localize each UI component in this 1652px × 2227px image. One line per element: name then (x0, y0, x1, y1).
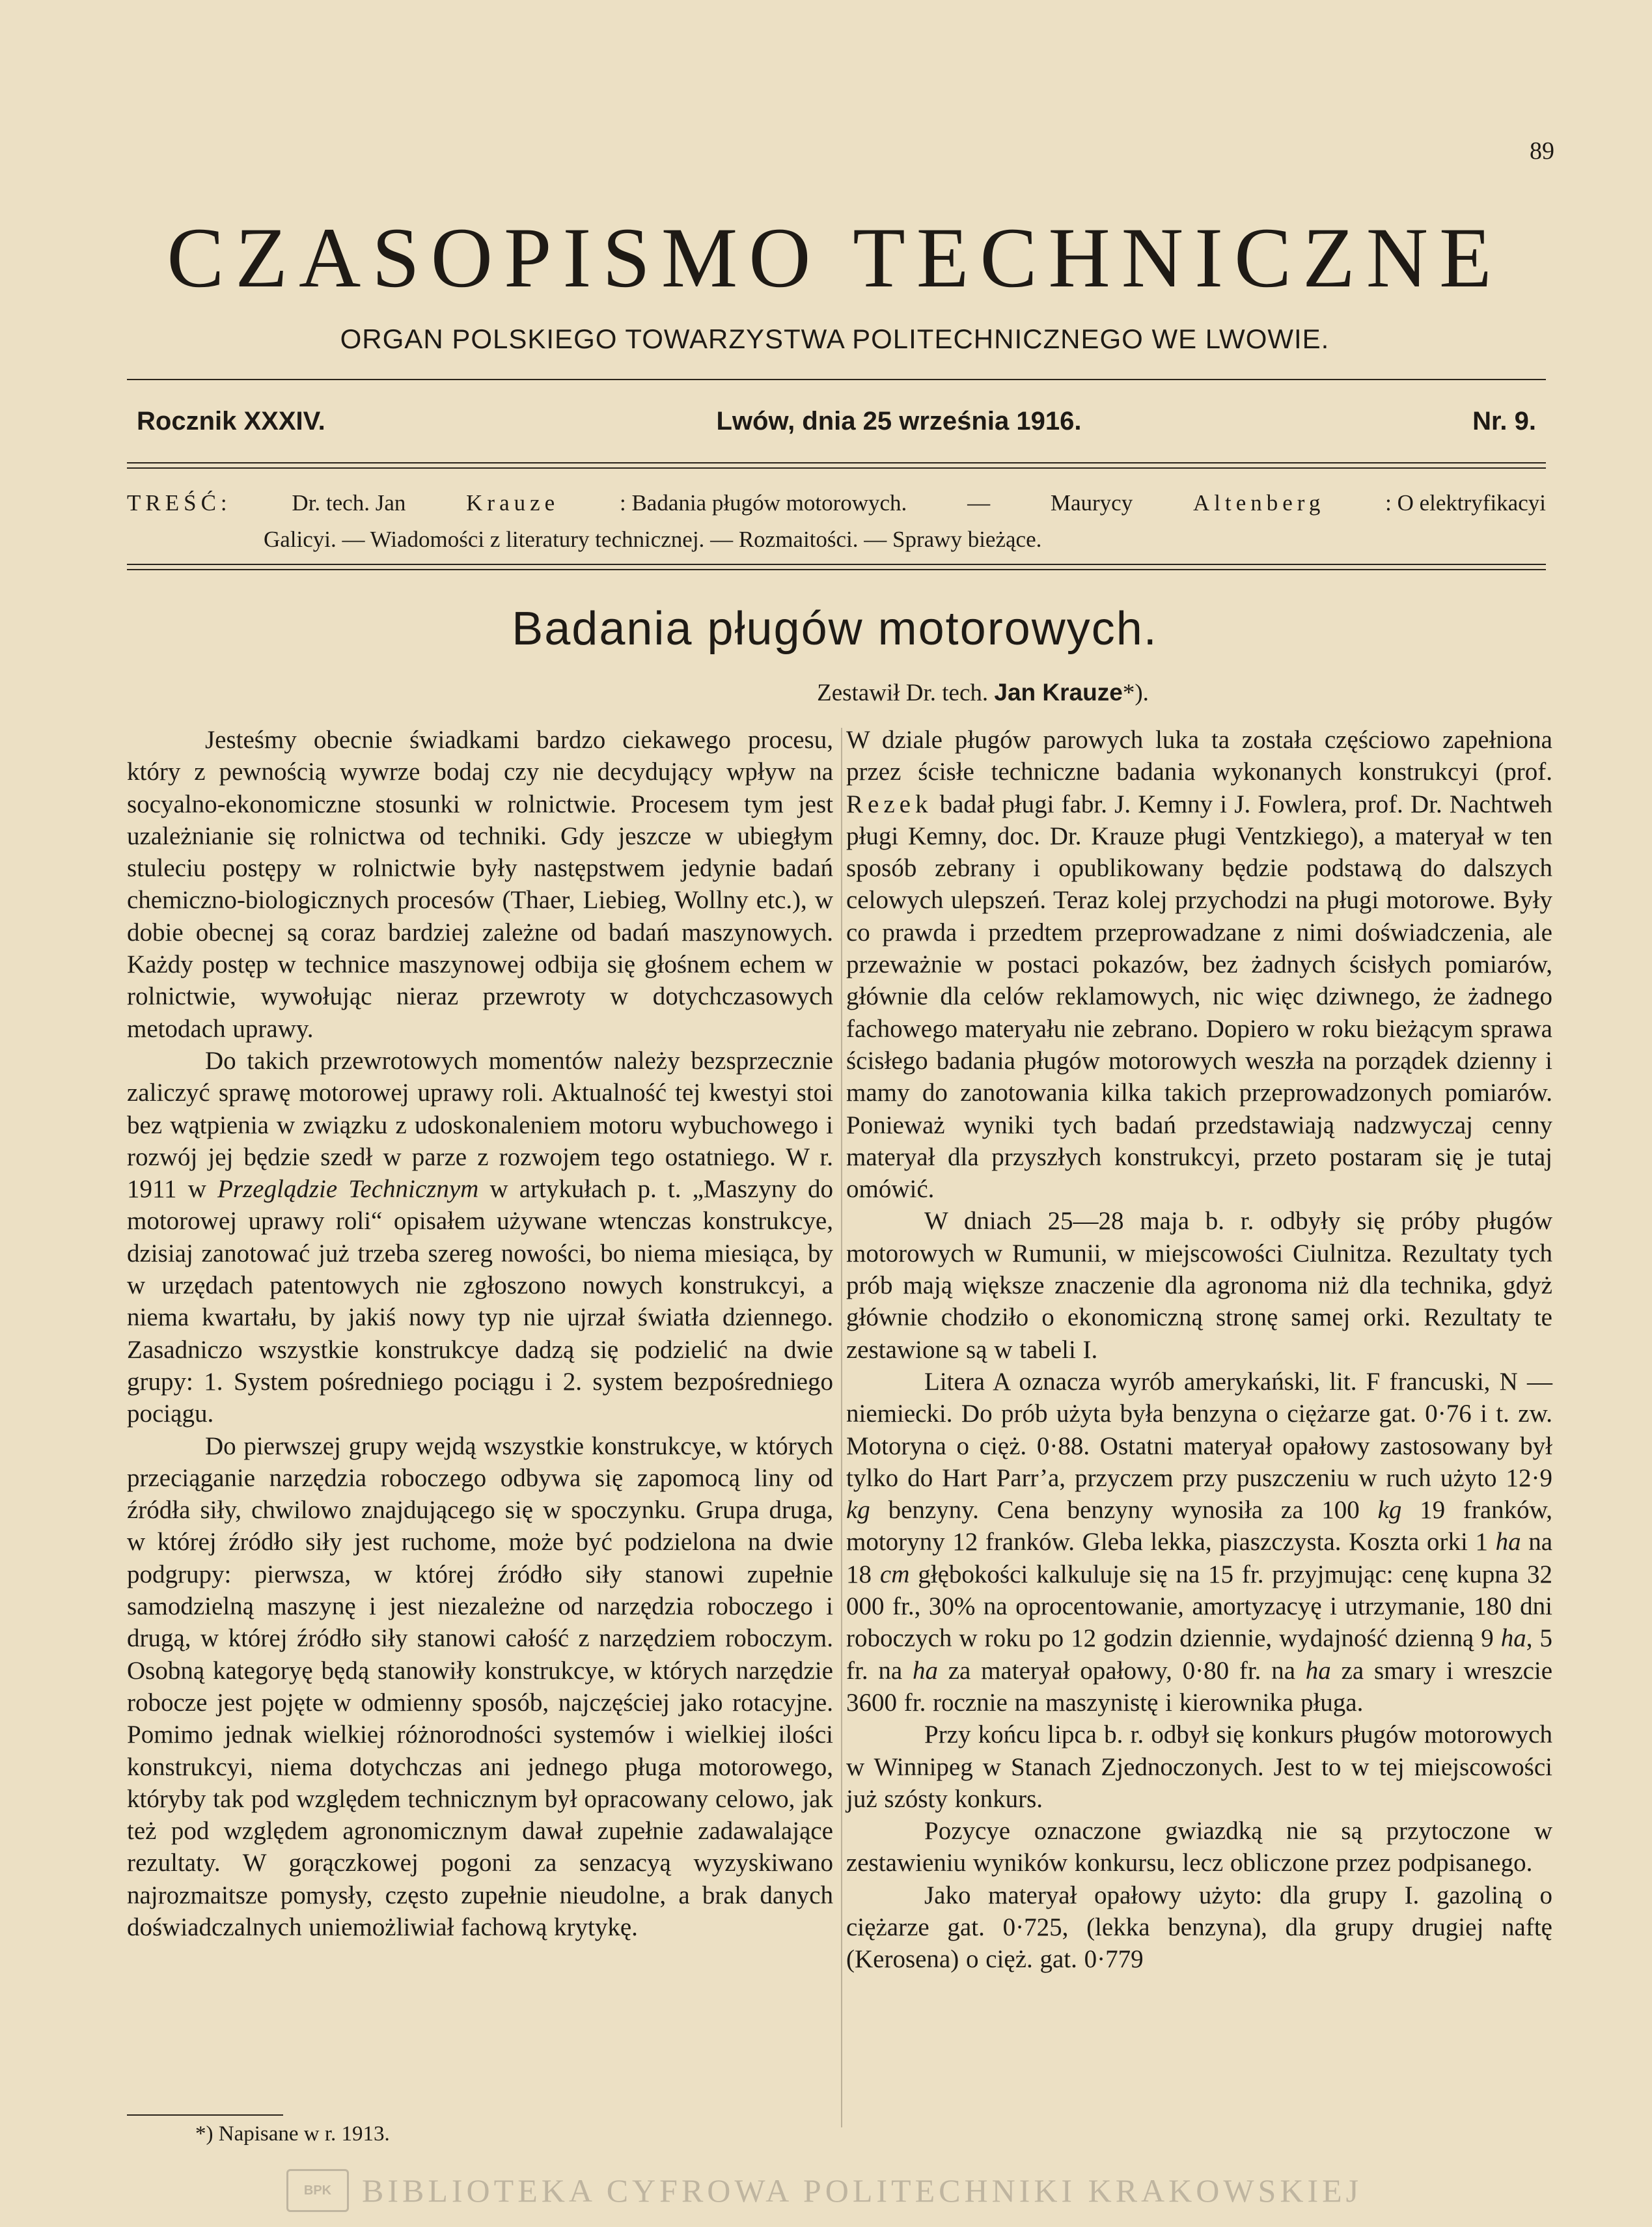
unit: kg (1377, 1496, 1402, 1525)
paragraph-text: Do takich przewrotowych momentów należy bezsprzecznie zaliczyć sprawę motorowej uprawy roli. Aktualność tej kwestyi stoi bez wątpienia w związku z udoskonaleniem motoru wybuchowego i rozwój jej będzie szedł w parze z rozwojem tego ostatniego. W r. 1911 w (127, 1046, 833, 1204)
paragraph-text: , 5 fr. na (846, 1624, 1552, 1685)
article-byline (651, 679, 1315, 707)
masthead-rule (127, 379, 1546, 380)
right-column (846, 724, 1552, 1976)
journal-title: CZASOPISMO TECHNICZNE (167, 210, 1503, 305)
contents-separator: — (710, 527, 734, 552)
paragraph: Pozycye oznaczone gwiazdką nie są przytoczone w zestawieniu wyników konkursu, lecz obliczone przez podpisanego. (846, 1817, 1552, 1877)
contents-item2-title-cont: Galicyi. (264, 527, 337, 552)
contents-item1-title: : Badania pługów motorowych. (619, 490, 907, 516)
paragraph-text: w artykułach p. t. „Maszyny do motorowej uprawy roli“ opisałem używane wtenczas konstrukcye, dzisiaj zanotować już trzeba szereg nowości, bo niema miesiąca, by w urzędach patentowych nie zgłoszono nowych konstrukcyi, a niema kwartału, by jakiś nowy typ nie ujrzał światła dziennego. Zasadniczo wszystkie konstrukcye dadzą się podzielić na dwie grupy: 1. System pośredniego pociągu i 2. system bezpośredniego pociągu. (127, 1175, 834, 1428)
unit: ha (1495, 1528, 1521, 1556)
issue-info-bar (127, 407, 1546, 436)
unit: cm (879, 1560, 910, 1588)
contents-separator: — (864, 527, 887, 552)
issue-date: Lwów, dnia 25 września 1916. (716, 407, 1082, 436)
paragraph: W dniach 25—28 maja b. r. odbyły się próby pługów motorowych w Rumunii, w miejscowości Ciulnitza. Rezultaty tych prób mają większe znaczenie dla agronoma niż dla technika, gdyż głównie chodziło o ekonomiczną stronę samej orki. Rezultaty te zestawione są w tabeli I. (846, 1207, 1552, 1364)
column-divider (841, 728, 842, 2127)
contents-item2-title: : O elektryfikacyi (1385, 490, 1546, 516)
unit: ha (912, 1656, 938, 1685)
unit: kg (846, 1496, 870, 1525)
unit: ha (1305, 1656, 1331, 1685)
library-logo-icon: BPK (286, 2169, 349, 2212)
paragraph-text: głębokości kalkuluje się na 15 fr. przyjmując: cenę kupna 32 000 fr., 30% na oprocentowanie, amortyzacyę i utrzymanie, 180 dni roboczych w roku po 12 godzin dziennie, wydajność dzienną 9 (846, 1560, 1553, 1653)
contents-line-2 (127, 521, 1546, 558)
issue-number: Nr. 9. (1472, 407, 1536, 436)
contents-item1-prefix: Dr. tech. Jan (292, 490, 406, 516)
byline-prefix: Zestawił Dr. tech. (817, 680, 989, 706)
paragraph: Jesteśmy obecnie świadkami bardzo ciekawego procesu, który z pewnością wywrze bodaj czy nie decydujący wpływ na socyalno-ekonomiczne stosunki w rolnictwie. Procesem tym jest uzależnianie się rolnictwa od techniki. Gdy jeszcze w ubiegłym stuleciu postępy w rolnictwie były następstwem jedynie badań chemiczno-biologicznych procesów (Thaer, Liebieg, Wollny etc.), w dobie obecnej są coraz bardziej zależne od badań maszynowych. Każdy postęp w technice maszynowej odbija się głośnem echem w rolnictwie, wywołując nieraz przewroty w dotychczasowych metodach uprawy. (127, 726, 833, 1043)
table-of-contents (127, 485, 1546, 558)
contents-item3: Wiadomości z literatury technicznej. (370, 527, 705, 552)
contents-item5: Sprawy bieżące. (892, 527, 1042, 552)
contents-item2-author: Altenberg (1193, 490, 1325, 516)
left-column (127, 724, 833, 1943)
journal-reference: Przeglądzie Technicznym (217, 1175, 479, 1204)
contents-label: TREŚĆ: (127, 490, 232, 516)
paragraph (846, 1366, 1552, 1719)
paragraph-text: za smary i wreszcie 3600 fr. rocznie na maszynistę i kierownika pługa. (846, 1656, 1553, 1717)
paragraph: Jako materyał opałowy użyto: dla grupy I. gazoliną o ciężarze gat. 0·725, (lekka benzyna), dla grupy drugiej naftę (Kerosena) o cięż. gat. 0·779 (846, 1881, 1552, 1974)
contents-separator: — (342, 527, 365, 552)
contents-line-1 (127, 485, 1546, 521)
contents-rule-bottom (127, 569, 1546, 570)
paragraph (127, 1045, 833, 1430)
paragraph-text: 19 franków, motoryny 12 franków. Gleba lekka, piaszczysta. Koszta orki 1 (846, 1496, 1553, 1556)
contents-rule-top (127, 564, 1546, 565)
paragraph: Przy końcu lipca b. r. odbył się konkurs pługów motorowych w Winnipeg w Stanach Zjednoczonych. Jest to w tej miejscowości już szósty konkurs. (846, 1721, 1552, 1813)
paragraph-text: na 18 (846, 1528, 1552, 1588)
paragraph-text: benzyny. Cena benzyny wynosiła za 100 (888, 1496, 1360, 1525)
unit: ha (1500, 1624, 1526, 1653)
footnote: *) Napisane w r. 1913. (195, 2122, 390, 2146)
infobar-rule-top (127, 462, 1546, 463)
volume-label: Rocznik XXXIV. (137, 407, 325, 436)
contents-item4: Rozmaitości. (738, 527, 859, 552)
person-name: Rezek (846, 790, 933, 818)
contents-item1-author: Krauze (466, 490, 560, 516)
contents-separator: — (967, 490, 991, 516)
paragraph (846, 724, 1552, 1205)
footnote-rule (127, 2114, 283, 2116)
contents-item2-prefix: Maurycy (1050, 490, 1133, 516)
page-number: 89 (1530, 137, 1554, 165)
infobar-rule-bottom (127, 467, 1546, 469)
paragraph-text: W dziale pługów parowych luka ta została częściowo zapełniona przez ścisłe techniczne badania wykonanych konstrukcyi (prof. (846, 726, 1552, 786)
paragraph-text: Litera A oznacza wyrób amerykański, lit. F francuski, N — niemiecki. Do prób użyta była benzyna o ciężarze gat. 0·76 i t. zw. Motoryna o cięż. 0·88. Ostatni materyał opałowy zastosowany był tylko do Hart Parr’a, przyczem przy puszczeniu w ruch użyto 12·9 (846, 1367, 1552, 1492)
byline-footnote-mark: *). (1122, 680, 1149, 706)
article-title: Badania pługów motorowych. (512, 603, 1158, 655)
watermark-text: BIBLIOTEKA CYFROWA POLITECHNIKI KRAKOWSKIEJ (362, 2172, 1363, 2209)
byline-author: Jan Krauze (994, 679, 1123, 706)
library-watermark (286, 2168, 1393, 2213)
paragraph-text: za materyał opałowy, 0·80 fr. na (948, 1656, 1296, 1685)
paragraph-text: badał pługi fabr. J. Kemny i J. Fowlera, prof. Dr. Nachtweh pługi Kemny, doc. Dr. Krauze pługi Ventzkiego), a materyał w ten sposób zebrany i opublikowany będzie podstawą do dalszych celowych ulepszeń. Teraz kolej przychodzi na pługi motorowe. Były co prawda i przedtem przeprowadzane z nimi doświadczenia, ale przeważnie w postaci pokazów, bez żadnych ścisłych pomiarów, głównie dla celów reklamowych, nic więc dziwnego, że żadnego fachowego materyału nie zebrano. Dopiero w roku bieżącym sprawa ścisłego badania pługów motorowych weszła na porządek dzienny i mamy do zanotowania kilka takich przeprowadzonych pomiarów. Ponieważ wyniki tych badań przedstawiają nadzwyczaj cenny materyał dla przyszłych konstrukcyi, przeto postaram się je tutaj omówić. (846, 790, 1552, 1204)
paragraph: Do pierwszej grupy wejdą wszystkie konstrukcye, w których przeciąganie narzędzia roboczego odbywa się zapomocą liny od źródła siły, chwilowo znajdującego się w spoczynku. Grupa druga, w której źródło siły jest ruchome, może być podzielona na dwie podgrupy: pierwsza, w której źródło siły stanowi zupełnie samodzielną maszynę i jest niezależne od narzędzia roboczego i drugą, w której źródło siły stanowi całość z narzędziem roboczym. Osobną kategoryę będą stanowiły konstrukcye, w których narzędzie robocze jest pojęte w odmienny sposób, najczęściej jako rotacyjne. Pomimo jednak wielkiej różnorodności systemów i wielkiej ilości konstrukcyi, niema dotychczas ani jednego pługa motorowego, któryby tak pod względem technicznym był opracowany celowo, jak też pod względem agronomicznym dawał zupełnie zadawalające rezultaty. W gorączkowej pogoni za senzacyą wyzyskiwano najrozmaitsze pomysły, często zupełnie nieudolne, a brak danych doświadczalnych uniemożliwiał fachową krytykę. (127, 1432, 833, 1941)
journal-subtitle: ORGAN POLSKIEGO TOWARZYSTWA POLITECHNICZNEGO WE LWOWIE. (340, 324, 1330, 354)
